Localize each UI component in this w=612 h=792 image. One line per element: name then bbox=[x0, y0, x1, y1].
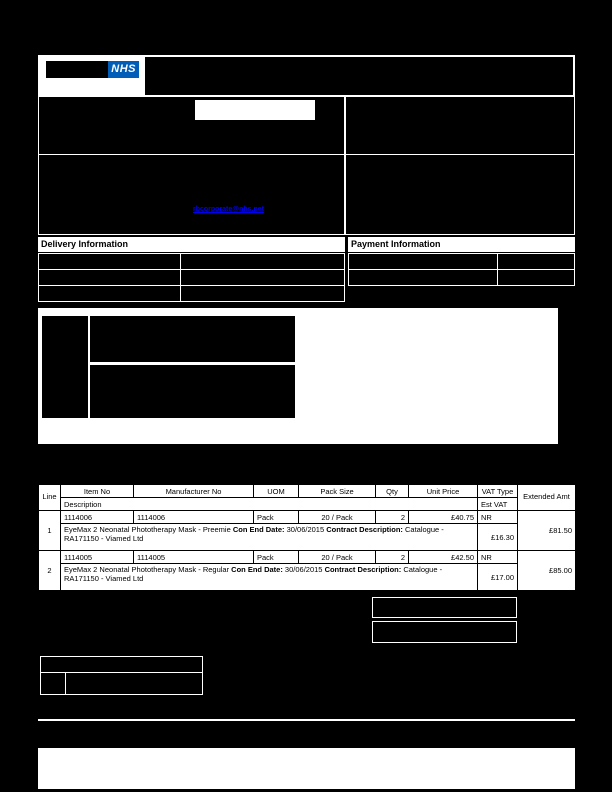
con-end-date-label: Con End Date: bbox=[231, 565, 283, 574]
address-redaction-left bbox=[42, 316, 88, 418]
line-items-table bbox=[38, 484, 576, 591]
col-header-extended-amt: Extended Amt bbox=[518, 485, 576, 511]
line-item-row bbox=[39, 511, 576, 524]
order-info-redaction-bottom-left bbox=[39, 155, 344, 234]
manufacturer-no-cell: 1114006 bbox=[134, 511, 254, 524]
line-number: 1 bbox=[39, 511, 61, 551]
est-vat-cell: £17.00 bbox=[478, 564, 518, 591]
payment-info-table bbox=[348, 253, 575, 286]
col-header-description: Description bbox=[61, 498, 478, 511]
line-item-row bbox=[39, 551, 576, 564]
document-header-band bbox=[38, 55, 575, 96]
description-text: EyeMax 2 Neonatal Phototherapy Mask - Preemie bbox=[64, 525, 233, 534]
payment-information-header: Payment Information bbox=[348, 237, 575, 252]
vat-type-cell: NR bbox=[478, 551, 518, 564]
col-header-vat-type: VAT Type bbox=[478, 485, 518, 498]
uom-cell: Pack bbox=[254, 551, 299, 564]
line-item-description-row bbox=[39, 524, 576, 551]
footer-table bbox=[40, 656, 203, 695]
unit-price-cell: £42.50 bbox=[409, 551, 478, 564]
unit-price-cell: £40.75 bbox=[409, 511, 478, 524]
logo-redaction-block bbox=[46, 61, 108, 78]
line-items-table-wrap bbox=[38, 484, 575, 591]
item-no-cell: 1114006 bbox=[61, 511, 134, 524]
nhs-logo-text: NHS bbox=[111, 63, 136, 75]
footer-cell-redaction bbox=[41, 657, 202, 672]
qty-cell: 2 bbox=[376, 551, 409, 564]
pack-size-cell: 20 / Pack bbox=[299, 511, 376, 524]
address-redaction-bottom bbox=[90, 365, 295, 418]
col-header-uom: UOM bbox=[254, 485, 299, 498]
order-info-redaction-top-right bbox=[346, 97, 574, 154]
contract-description-label: Contract Description: bbox=[324, 565, 402, 574]
footer-cell-redaction bbox=[66, 673, 202, 694]
delivery-cell-redaction bbox=[181, 270, 344, 285]
footer-cell-redaction bbox=[41, 673, 65, 694]
col-header-est-vat: Est VAT bbox=[478, 498, 518, 511]
contract-description-value: Catalogue - RA171150 - Viamed Ltd bbox=[64, 525, 444, 544]
contract-description-value: Catalogue - RA171150 - Viamed Ltd bbox=[64, 565, 443, 584]
po-number-box bbox=[193, 98, 317, 122]
order-info-section bbox=[38, 96, 575, 235]
contact-email-link[interactable]: rbcorporate@nhs.net bbox=[193, 206, 265, 213]
nhs-logo bbox=[46, 61, 139, 78]
con-end-date-label: Con End Date: bbox=[232, 525, 285, 534]
col-header-unit-price: Unit Price bbox=[409, 485, 478, 498]
items-header-row-1 bbox=[39, 485, 576, 498]
payment-cell-redaction bbox=[349, 254, 497, 269]
con-end-date-value: 30/06/2015 bbox=[282, 565, 325, 574]
payment-cell-redaction bbox=[498, 270, 574, 285]
col-header-line: Line bbox=[39, 485, 61, 511]
col-header-pack-size: Pack Size bbox=[299, 485, 376, 498]
address-redaction-top bbox=[90, 316, 295, 362]
col-header-item-no: Item No bbox=[61, 485, 134, 498]
con-end-date-value: 30/06/2015 bbox=[284, 525, 327, 534]
order-info-redaction-bottom-right bbox=[346, 155, 574, 234]
payment-cell-redaction bbox=[349, 270, 497, 285]
line-item-description-row bbox=[39, 564, 576, 591]
header-title-redaction bbox=[145, 57, 573, 95]
description-cell bbox=[61, 564, 478, 591]
address-section bbox=[38, 308, 558, 444]
contract-description-label: Contract Description: bbox=[326, 525, 403, 534]
items-header-row-2 bbox=[39, 498, 576, 511]
description-cell bbox=[61, 524, 478, 551]
qty-cell: 2 bbox=[376, 511, 409, 524]
delivery-cell-redaction bbox=[181, 286, 344, 301]
totals-redaction-1 bbox=[372, 597, 517, 618]
item-no-cell: 1114005 bbox=[61, 551, 134, 564]
est-vat-cell: £16.30 bbox=[478, 524, 518, 551]
delivery-info-table bbox=[38, 253, 345, 302]
delivery-cell-redaction bbox=[39, 270, 180, 285]
extended-amt-cell: £85.00 bbox=[518, 551, 576, 591]
page-bottom-strip bbox=[38, 748, 575, 789]
manufacturer-no-cell: 1114005 bbox=[134, 551, 254, 564]
col-header-manufacturer-no: Manufacturer No bbox=[134, 485, 254, 498]
delivery-information-header: Delivery Information bbox=[38, 237, 345, 252]
delivery-cell-redaction bbox=[181, 254, 344, 269]
uom-cell: Pack bbox=[254, 511, 299, 524]
line-number: 2 bbox=[39, 551, 61, 591]
payment-cell-redaction bbox=[498, 254, 574, 269]
description-text: EyeMax 2 Neonatal Phototherapy Mask - Regular bbox=[64, 565, 232, 574]
totals-redaction-2 bbox=[372, 621, 517, 643]
delivery-cell-redaction bbox=[39, 286, 180, 301]
pack-size-cell: 20 / Pack bbox=[299, 551, 376, 564]
vat-type-cell: NR bbox=[478, 511, 518, 524]
delivery-cell-redaction bbox=[39, 254, 180, 269]
footer-divider-rule bbox=[38, 719, 575, 721]
col-header-qty: Qty bbox=[376, 485, 409, 498]
extended-amt-cell: £81.50 bbox=[518, 511, 576, 551]
